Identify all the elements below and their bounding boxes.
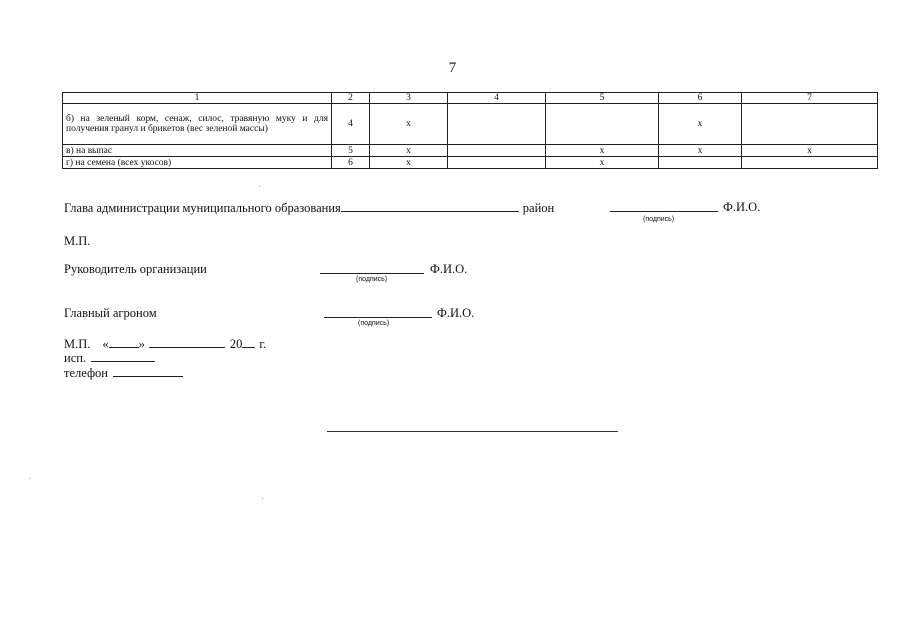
table-cell: x: [546, 157, 659, 169]
closing-rule: [327, 431, 618, 432]
day-blank: [109, 336, 139, 348]
table-cell: x: [742, 145, 878, 157]
table-header-cell: 4: [448, 93, 546, 104]
date-year: 20: [229, 337, 243, 351]
table-cell: [448, 104, 546, 145]
executor-blank: [91, 350, 155, 362]
table-header-row: [63, 93, 878, 104]
table-cell: [742, 157, 878, 169]
row-code: 6: [332, 157, 370, 169]
table-header-cell: 3: [370, 93, 448, 104]
phone-label: телефон: [64, 366, 108, 380]
table-cell: x: [370, 145, 448, 157]
scan-speck: [262, 498, 263, 499]
head-signature-line: [64, 200, 554, 216]
agronomist-fio: Ф.И.О.: [437, 306, 475, 320]
row-description: г) на семена (всех укосов): [63, 157, 332, 169]
table-cell: x: [370, 157, 448, 169]
row-code: 5: [332, 145, 370, 157]
municipality-blank: [341, 200, 519, 212]
executor-line: [64, 350, 155, 366]
phone-line: [64, 365, 183, 381]
head-fio: Ф.И.О.: [723, 200, 761, 214]
head-signature-caption: (подпись): [643, 216, 675, 223]
page-number: 7: [448, 60, 457, 76]
district-label: район: [522, 201, 555, 215]
date-quote-open: «: [102, 337, 109, 351]
manager-signature-caption: (подпись): [356, 276, 388, 283]
manager-label: Руководитель организации: [64, 262, 207, 276]
stamp-place: М.П.: [64, 234, 91, 248]
date-suffix: г.: [259, 337, 267, 351]
date-stamp-place: М.П.: [64, 337, 91, 351]
table-header-cell: 1: [63, 93, 332, 104]
table-cell: x: [370, 104, 448, 145]
row-description: б) на зеленый корм, сенаж, силос, травяную муку и для получения гранул и брикетов (вес зеленой массы): [63, 104, 332, 145]
table-row: [63, 157, 878, 169]
head-label: Глава администрации муниципального образования: [64, 201, 341, 215]
head-signature-blank: [610, 200, 718, 212]
scan-speck: [259, 186, 260, 187]
agronomist-label: Главный агроном: [64, 306, 157, 320]
crop-use-table: [62, 92, 878, 169]
executor-label: исп.: [64, 351, 87, 365]
agronomist-signature-blank: [324, 306, 432, 318]
row-code: 4: [332, 104, 370, 145]
phone-blank: [113, 365, 183, 377]
table-cell: x: [659, 104, 742, 145]
table-header-cell: 5: [546, 93, 659, 104]
year-blank: [242, 336, 255, 348]
table-header-cell: 2: [332, 93, 370, 104]
agronomist-signature-caption: (подпись): [358, 320, 390, 327]
table-cell: [546, 104, 659, 145]
row-description: в) на выпас: [63, 145, 332, 157]
table-header-cell: 6: [659, 93, 742, 104]
table-header-cell: 7: [742, 93, 878, 104]
manager-signature-blank: [320, 262, 424, 274]
table-cell: [448, 157, 546, 169]
table-cell: [742, 104, 878, 145]
scan-speck: [29, 478, 30, 479]
table-row: [63, 104, 878, 145]
manager-fio: Ф.И.О.: [430, 262, 468, 276]
table-cell: [448, 145, 546, 157]
month-blank: [149, 336, 225, 348]
table-cell: [659, 157, 742, 169]
table-cell: x: [546, 145, 659, 157]
date-quote-close: »: [138, 337, 145, 351]
table-cell: x: [659, 145, 742, 157]
table-row: [63, 145, 878, 157]
